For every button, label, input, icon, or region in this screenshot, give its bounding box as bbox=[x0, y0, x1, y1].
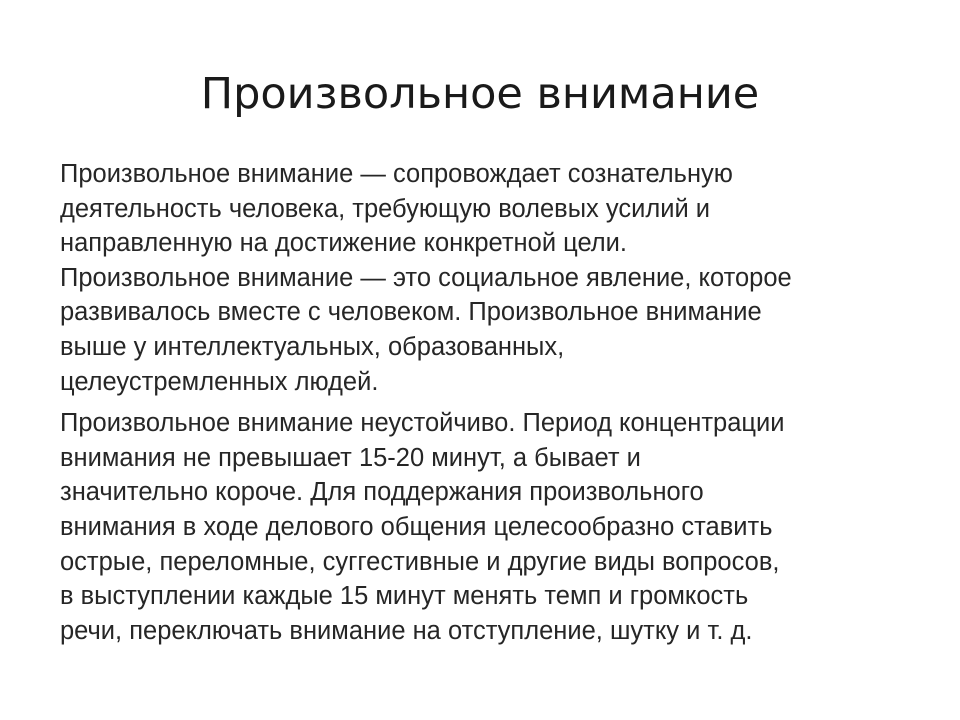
text-line: острые, переломные, суггестивные и другие виды вопросов, bbox=[60, 547, 780, 576]
text-line: в выступлении каждые 15 минут менять темп и громкость bbox=[60, 582, 749, 611]
text-line: Произвольное внимание неустойчиво. Период концентрации bbox=[60, 409, 785, 438]
text-line: целеустремленных людей. bbox=[60, 367, 379, 396]
text-line: развивалось вместе с человеком. Произвольное внимание bbox=[60, 298, 762, 327]
text-line: Произвольное внимание — это социальное явление, которое bbox=[60, 263, 792, 292]
text-line: внимания в ходе делового общения целесообразно ставить bbox=[60, 512, 773, 541]
text-line: направленную на достижение конкретной цели. bbox=[60, 229, 628, 258]
slide-body bbox=[60, 157, 915, 648]
text-line: Произвольное внимание — сопровождает сознательную bbox=[60, 160, 733, 188]
paragraph-2 bbox=[60, 406, 915, 648]
paragraph-1 bbox=[60, 157, 915, 399]
text-line: деятельность человека, требующую волевых усилий и bbox=[60, 194, 711, 223]
text-line: значительно короче. Для поддержания произвольного bbox=[60, 478, 704, 507]
slide-title: Произвольное внимание bbox=[200, 69, 760, 119]
text-line: выше у интеллектуальных, образованных, bbox=[60, 332, 565, 361]
text-line: внимания не превышает 15-20 минут, а бывает и bbox=[60, 443, 641, 472]
text-line: речи, переключать внимание на отступление, шутку и т. д. bbox=[60, 616, 753, 645]
